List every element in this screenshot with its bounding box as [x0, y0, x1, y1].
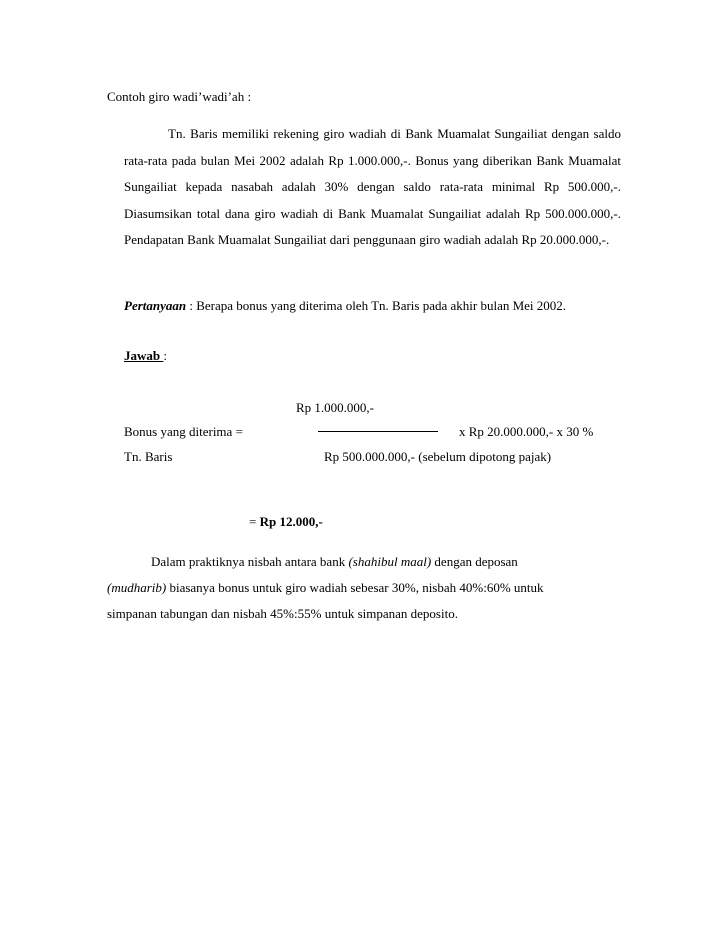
question-label: Pertanyaan: [124, 298, 187, 313]
formula-result: [249, 514, 323, 530]
answer-heading: [124, 348, 167, 364]
result-value: Rp 12.000,-: [259, 514, 323, 529]
formula-denominator: Rp 500.000.000,- (sebelum dipotong pajak): [324, 449, 552, 464]
formula-numerator: Rp 1.000.000,-: [296, 400, 374, 415]
term-shahibul-maal: (shahibul maal): [348, 554, 432, 569]
result-prefix: =: [249, 514, 260, 529]
fraction-bar: [318, 431, 438, 432]
answer-label: Jawab: [124, 348, 164, 363]
answer-colon: :: [163, 348, 167, 363]
term-mudharib: (mudharib): [107, 580, 167, 595]
closing-line-2: (mudharib) biasanya bonus untuk giro wadiah sebesar 30%, nisbah 40%:60% untuk: [107, 580, 544, 595]
example-paragraph: [124, 121, 621, 254]
formula-lhs-line1: Bonus yang diterima =: [124, 424, 243, 439]
closing-line-1: Dalam praktiknya nisbah antara bank (shahibul maal) dengan deposan: [151, 554, 518, 569]
formula-lhs-line2: Tn. Baris: [124, 449, 173, 464]
question-text: : Berapa bonus yang diterima oleh Tn. Baris pada akhir bulan Mei 2002.: [186, 298, 567, 313]
heading: Contoh giro wadi’wadi’ah :: [107, 89, 252, 104]
example-text: Tn. Baris memiliki rekening giro wadiah di Bank Muamalat Sungailiat dengan saldo rata-rata pada bulan Mei 2002 adalah Rp 1.000.000,-. Bonus yang diberikan Bank Muamalat Sungailiat kepada nasabah adalah 30% dengan saldo rata-rata minimal Rp 500.000,-. Diasumsikan total dana giro wadiah di Bank Muamalat Sungailiat adalah Rp 500.000.000,-. Pendapatan Bank Muamalat Sungailiat dari penggunaan giro wadiah adalah Rp 20.000.000,-.: [124, 126, 621, 247]
formula-multiplier: x Rp 20.000.000,- x 30 %: [459, 424, 594, 439]
question: [124, 298, 566, 314]
closing-paragraph: [107, 549, 607, 627]
closing-line-3: simpanan tabungan dan nisbah 45%:55% untuk simpanan deposito.: [107, 606, 458, 621]
